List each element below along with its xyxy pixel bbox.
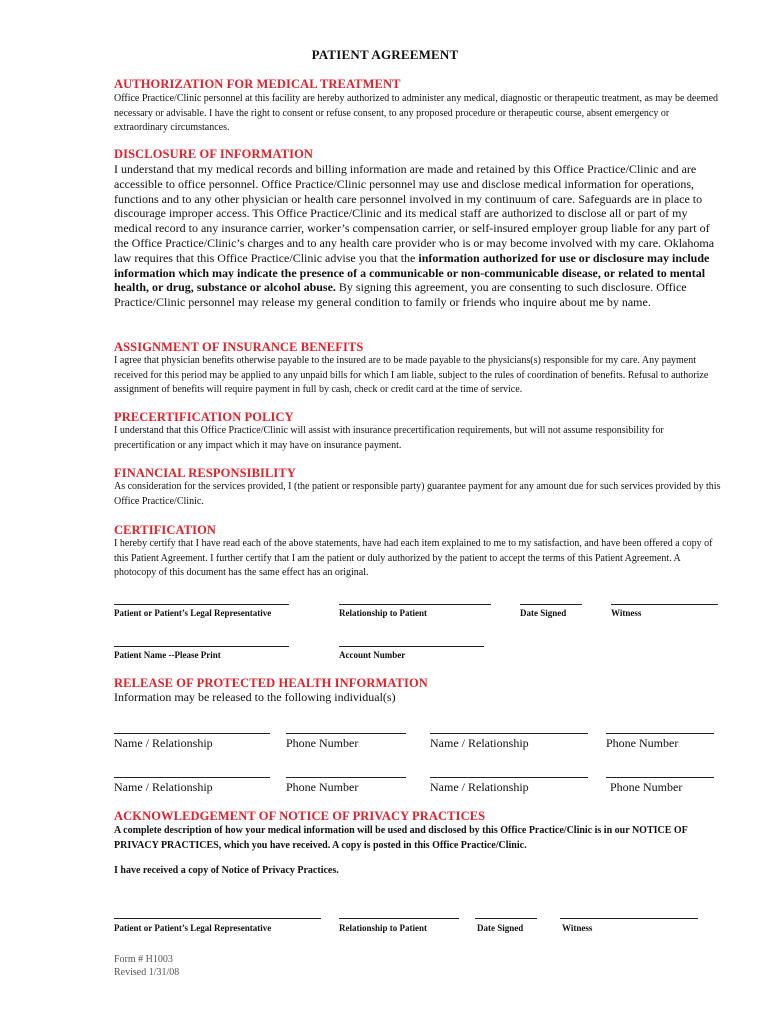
certification-text: I hereby certify that I have read each of the above statements, have had each item explained to me to my satisfaction, and have been offered a copy of this Patient Agreement. I further certify that I am the patient or duly authorized by the patient to accept the terms of this Patient Agreement. A photocopy of this document has the same effect has an original. xyxy=(114,538,713,579)
precert-heading: PRECERTIFICATION POLICY xyxy=(114,410,294,424)
acknowledgement-text: A complete description of how your medical information will be used and disclosed by this Office Practice/Clinic is in our NOTICE OF PRIVACY PRACTICES, which you have received. A copy is posted in this Office Practice/Clinic. xyxy=(114,825,688,851)
acknowledgement-heading: ACKNOWLEDGEMENT OF NOTICE OF PRIVACY PRACTICES xyxy=(114,809,486,823)
form-number: Form # H1003 xyxy=(114,954,173,965)
release-phone-line-3[interactable] xyxy=(286,777,406,778)
acknowledgement-received: I have received a copy of Notice of Privacy Practices. xyxy=(114,865,339,876)
date-signed-label: Date Signed xyxy=(520,608,567,618)
release-phone-label-1: Phone Number xyxy=(286,736,359,750)
form-footer xyxy=(114,953,179,979)
ack-date-signed-label: Date Signed xyxy=(477,923,524,933)
date-signed-line[interactable] xyxy=(520,604,582,605)
assignment-heading: ASSIGNMENT OF INSURANCE BENEFITS xyxy=(114,340,364,354)
precert-text: I understand that this Office Practice/Clinic will assist with insurance precertification requirements, but will not assume responsibility for precertification or any impact which it may have on insurance payment. xyxy=(114,425,664,451)
authorization-heading: AUTHORIZATION FOR MEDICAL TREATMENT xyxy=(114,77,401,91)
witness-label: Witness xyxy=(611,608,642,618)
release-heading: RELEASE OF PROTECTED HEALTH INFORMATION xyxy=(114,676,428,690)
release-name-line-4[interactable] xyxy=(430,777,588,778)
certification-heading: CERTIFICATION xyxy=(114,523,217,537)
release-name-line-2[interactable] xyxy=(430,733,588,734)
patient-name-line[interactable] xyxy=(114,646,289,647)
release-phone-label-4: Phone Number xyxy=(610,780,683,794)
relationship-label: Relationship to Patient xyxy=(339,608,428,618)
release-name-label-3: Name / Relationship xyxy=(114,780,213,794)
ack-date-signed-line[interactable] xyxy=(475,918,537,919)
release-name-label-1: Name / Relationship xyxy=(114,736,213,750)
representative-label: Patient or Patient’s Legal Representative xyxy=(114,608,272,618)
document-title: PATIENT AGREEMENT xyxy=(311,47,459,62)
release-name-label-4: Name / Relationship xyxy=(430,780,529,794)
ack-witness-line[interactable] xyxy=(560,918,698,919)
witness-signature-line[interactable] xyxy=(611,604,718,605)
revised-date: Revised 1/31/08 xyxy=(114,967,180,978)
release-phone-line-4[interactable] xyxy=(606,777,714,778)
ack-representative-line[interactable] xyxy=(114,918,321,919)
disclosure-text-2: By signing this agreement, you are consenting to such disclosure. Office Practice/Clinic personnel may release my general condition to family or friends who inquire about me by name. xyxy=(114,280,687,310)
patient-name-label: Patient Name --Please Print xyxy=(114,650,221,660)
representative-signature-line[interactable] xyxy=(114,604,289,605)
financial-text: As consideration for the services provided, I (the patient or responsible party) guarantee payment for any amount due for such services provided by this Office Practice/Clinic. xyxy=(114,481,721,507)
disclosure-bold-text: information authorized for use or disclosure may include information which may indicate the presence of a communicable or non-communicable disease, or related to mental health, or drug, substance or alcohol abuse. xyxy=(114,250,710,295)
disclosure-heading: DISCLOSURE OF INFORMATION xyxy=(114,147,314,161)
financial-heading: FINANCIAL RESPONSIBILITY xyxy=(114,466,296,480)
ack-relationship-line[interactable] xyxy=(339,918,459,919)
release-name-label-2: Name / Relationship xyxy=(430,736,529,750)
authorization-text: Office Practice/Clinic personnel at this facility are hereby authorized to administer any medical, diagnostic or therapeutic treatment, as may be deemed necessary or advisable. I have the right to consent or refuse consent, to any proposed procedure or therapeutic course, absent emergency or extraordinary circumstances. xyxy=(114,93,719,134)
release-name-line-1[interactable] xyxy=(114,733,270,734)
disclosure-text-1: I understand that my medical records and billing information are made and retained by this Office Practice/Clinic and are accessible to office personnel. Office Practice/Clinic personnel may use and disclose medical information for operations, functions and to any other physician or health care personnel involved in my continuum of care. Safeguards are in place to discourage improper access. This Office Practice/Clinic and its medical staff are authorized to disclose all or part of my medical record to any insurance carrier, worker’s compensation carrier, or self-insured employer group liable for any part of the Office Practice/Clinic’s charges and to any health care provider who is or may become involved with my care. Oklahoma law requires that this Office Practice/Clinic advise you that the xyxy=(114,162,715,265)
assignment-text: I agree that physician benefits otherwise payable to the insured are to be made payable to the physicians(s) responsible for my care. Any payment received for this period may be applied to any unpaid bills for which I am liable, subject to the rules of coordination of benefits. Refusal to authorize assignment of benefits will require payment in full by cash, check or credit card at the time of service. xyxy=(114,355,709,396)
account-number-line[interactable] xyxy=(339,646,484,647)
release-phone-label-2: Phone Number xyxy=(606,736,679,750)
release-name-line-3[interactable] xyxy=(114,777,270,778)
account-number-label: Account Number xyxy=(339,650,406,660)
ack-relationship-label: Relationship to Patient xyxy=(339,923,428,933)
release-phone-label-3: Phone Number xyxy=(286,780,359,794)
ack-witness-label: Witness xyxy=(562,923,593,933)
disclosure-text xyxy=(114,162,722,310)
ack-representative-label: Patient or Patient’s Legal Representative xyxy=(114,923,272,933)
release-phone-line-2[interactable] xyxy=(606,733,714,734)
release-text: Information may be released to the following individual(s) xyxy=(114,690,396,704)
relationship-signature-line[interactable] xyxy=(339,604,491,605)
release-phone-line-1[interactable] xyxy=(286,733,406,734)
